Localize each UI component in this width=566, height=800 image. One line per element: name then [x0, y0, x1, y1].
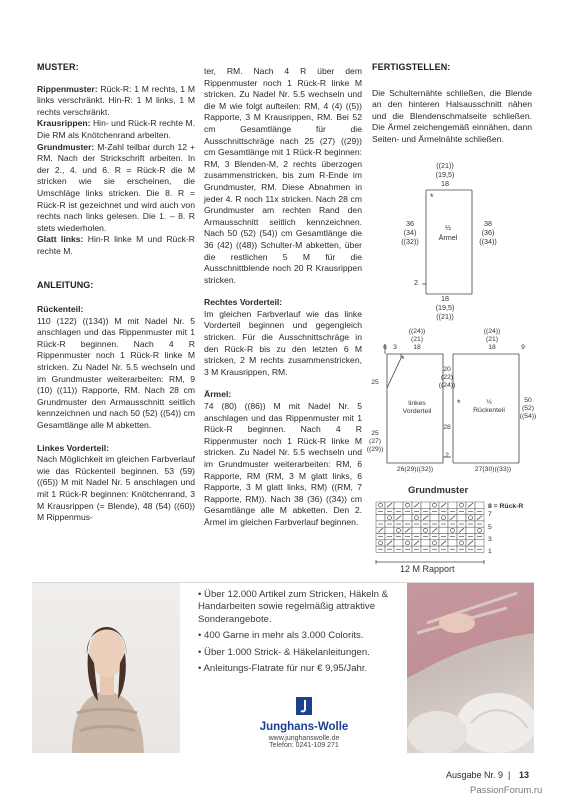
- brand-name: Junghans-Wolle: [259, 721, 349, 733]
- brand-url[interactable]: www.junghanswolle.de: [268, 735, 340, 742]
- rechtes-vorderteil-text: Im gleichen Farbverlauf wie das linke Vorderteil beginnen und gegengleich stricken. Für die Ausschnittschräge in den Rück-R bis zu den letzten 6 M stricken, 2 M rechts zusammenstricken, 3 M Krausrippen, RM.: [204, 308, 362, 377]
- rippenmuster-paragraph: Rippenmuster: Rück-R: 1 M rechts, 1 M links verschränkt. Hin-R: 1 M links, 1 M rechts verschränkt.: [37, 83, 195, 117]
- sleeve-top-3: 18: [441, 179, 449, 188]
- sleeve-right-2: (36): [481, 228, 495, 237]
- stitch-cell: [439, 527, 448, 533]
- stitch-grid: [376, 502, 484, 552]
- stitch-cell: [448, 540, 457, 546]
- sleeve-left-1: 36: [406, 219, 414, 228]
- front-height-2: (27): [368, 438, 382, 445]
- stitch-cell: [475, 502, 484, 508]
- grundmuster-title: Grundmuster: [408, 485, 469, 496]
- body-tick-label: 2: [445, 452, 449, 459]
- row-label: 8 = Rück-R: [488, 503, 524, 510]
- sleeve-schematic: [372, 158, 542, 328]
- stitch-cell: [385, 527, 394, 533]
- back-name: Rückenteil: [473, 407, 505, 414]
- front-star-icon: *: [401, 354, 405, 364]
- stitch-cell: [430, 515, 439, 521]
- front-bottom: 26(29)((32)): [396, 466, 434, 473]
- brand-phone: Telefon: 0241-109 271: [269, 742, 339, 749]
- sleeve-star-icon: *: [430, 192, 434, 202]
- front-top-1: ((24)): [408, 328, 426, 335]
- stitch-cell: [448, 502, 457, 508]
- rueckenteil-text: 110 (122) ((134)) M mit Nadel Nr. 5 anschlagen und das Rippenmuster mit 1 Rück-R beginnen. Nach 4 R Rippenmuster noch 1 Rück-R linke M stricken. Zu Nadel Nr. 5.5 wechseln und im Grundmuster weiterarbeiten: RM, 9 (10) ((11)) Rapporte, RM. Nach 28 cm Grundmuster den Armausschnitt seitlich kennzeichnen und nach 50 (52) ((54)) cm Gesamtlänge alle M abketten.: [37, 315, 195, 431]
- ad-item: • Anleitungs-Flatrate für nur € 9,95/Jahr.: [198, 663, 368, 675]
- row-num-7: 7: [488, 511, 492, 518]
- junghans-logo-icon: [296, 697, 312, 715]
- back-top-1: ((24)): [483, 328, 501, 335]
- sleeve-fraction: ½: [445, 223, 451, 232]
- fertigstellen-text: Die Schulternähte schließen, die Blende an den hinteren Halsausschnitt nähen und die Blendenschmalseite schließen. Die Ärmel zeichengemäß einnähen, dann Seiten- und Ärmelnähte schließen.: [372, 87, 532, 144]
- mid-height-lower: 28: [443, 424, 451, 431]
- front-height-3: ((29)): [366, 446, 384, 453]
- row-num-5: 5: [488, 524, 492, 531]
- column-middle: [204, 66, 362, 529]
- back-height-2: (52): [521, 405, 535, 412]
- rueckenteil-heading: Rückenteil:: [37, 304, 84, 315]
- stitch-cell: [421, 540, 430, 546]
- ad-item: • Über 1.000 Strick- & Häkelanleitungen.: [198, 646, 370, 658]
- linkes-vorderteil-text: Nach Möglichkeit im gleichen Farbverlauf wie das Rückenteil beginnen. 53 (59) ((65)) M mit Nadel Nr. 5 anschlagen und mit 1 Rück-R beginnen: Knötchenrand, 3 M Krausrippen (= Blende), 48 (54) ((60)) M Rippenmus-: [37, 454, 195, 523]
- mid-height-2: (22): [440, 374, 454, 381]
- footer-divider: |: [508, 770, 511, 780]
- page-number: 13: [519, 770, 530, 780]
- column-left: [37, 62, 195, 524]
- back-star-icon: *: [457, 398, 461, 408]
- front-height-upper: 25: [371, 379, 379, 386]
- model-photo: [32, 583, 180, 753]
- muster-heading: MUSTER:: [37, 62, 79, 72]
- aermel-heading: Ärmel:: [204, 389, 232, 400]
- front-small-2: 3: [393, 344, 397, 351]
- back-height-3: ((54)): [519, 413, 537, 420]
- sleeve-tick-label: 2: [414, 278, 418, 287]
- stitch-cell: [394, 502, 403, 508]
- issue-number: Ausgabe Nr. 9: [446, 770, 504, 780]
- sleeve-left-3: ((32)): [401, 237, 419, 246]
- sleeve-right-3: ((34)): [479, 237, 497, 246]
- column-right: [372, 62, 532, 146]
- front-height-1: 25: [371, 430, 379, 437]
- front-neckline: [387, 354, 401, 388]
- front-small-1: 6: [383, 344, 387, 351]
- sleeve-right-1: 38: [484, 219, 492, 228]
- stitch-cell: [394, 540, 403, 546]
- front-top-3: 18: [413, 344, 421, 351]
- stitch-cell: [403, 515, 412, 521]
- linkes-vorderteil-continued: ter, RM. Nach 4 R über dem Rippenmuster noch 1 Rück-R linke M stricken. Zu Nadel Nr. 5.5 wechseln und die M wie folgt aufteilen: RM, 4 (4) ((5)) Rapporte, 3 M Krausrippen, RM. Bei 52 cm Gesamtlänge für die Ausschnittschräge nach 25 (27) ((29)) cm Gesamtlänge mit 1 Rück-R beginnen: RM, 3 Blenden-M, 2 rechts überzogen zusammenstricken, bis zum R-Ende im Grundmuster, RM. Diese Abnahmen in jeder 4. R noch 11x stricken. Nach 28 cm Grundmuster am rechten Rand den Armausschnitt seitlich kennzeichnen. Nach 50 (52) (54)) cm Gesamtlänge die 36 (42) ((48)) Schulter-M abketten, über die restlichen 5 M für die Ausschnittblende noch 20 R Krausrippen stricken.: [204, 66, 362, 285]
- front-top-2: (21): [410, 336, 424, 343]
- back-bottom: 27(30)((33)): [474, 466, 512, 473]
- ad-item: • 400 Garne in mehr als 3.000 Colorits.: [198, 630, 364, 642]
- sleeve-name: Ärmel: [438, 233, 458, 242]
- grundmuster-paragraph: Grundmuster: M-Zahl teilbar durch 12 + RM. Nach der Strickschrift arbeiten. In der 2., 4. und 6. R = Rück-R die M stricken wie sie erscheinen, die Umschläge links stricken. Die 8. R = Rück-R ist gezeichnet und wird auch von rechts nach links gelesen. Die 1. – 8. R stets wiederholen.: [37, 141, 195, 233]
- yarn-photo: [407, 583, 534, 753]
- back-top-3: 18: [488, 344, 496, 351]
- row-num-3: 3: [488, 536, 492, 543]
- ad-benefits-list: [198, 589, 408, 679]
- anleitung-heading: ANLEITUNG:: [37, 279, 94, 290]
- back-fraction: ½: [486, 399, 492, 406]
- mid-height-1: 20: [443, 366, 451, 373]
- linkes-vorderteil-heading: Linkes Vorderteil:: [37, 442, 109, 453]
- back-small: 9: [521, 344, 525, 351]
- junghans-advertisement: [32, 582, 534, 753]
- stitch-cell: [421, 502, 430, 508]
- stitch-cell: [475, 540, 484, 546]
- rapport-label: 12 M Rapport: [400, 564, 455, 574]
- rechtes-vorderteil-heading: Rechtes Vorderteil:: [204, 297, 283, 308]
- back-height-1: 50: [524, 397, 532, 404]
- sleeve-left-2: (34): [403, 228, 417, 237]
- back-top-2: (21): [485, 336, 499, 343]
- krausrippen-paragraph: Krausrippen: Hin- und Rück-R rechte M. Die RM als Knötchenrand arbeiten.: [37, 118, 195, 140]
- glatt-links-paragraph: Glatt links: Hin-R linke M und Rück-R rechte M.: [37, 234, 195, 256]
- sleeve-top-2: (19,5): [435, 170, 455, 179]
- sleeve-bottom-1: 18: [441, 294, 449, 303]
- ad-item: • Über 12.000 Artikel zum Stricken, Häkeln & Handarbeiten sowie regelmäßig attraktive Sonderangebote.: [198, 589, 388, 625]
- fertigstellen-heading: FERTIGSTELLEN:: [372, 62, 451, 72]
- stitch-cell: [457, 515, 466, 521]
- watermark-text: PassionForum.ru: [470, 785, 543, 796]
- sleeve-top-1: ((21)): [436, 161, 454, 170]
- stitch-cell: [412, 527, 421, 533]
- stitch-cell: [376, 515, 385, 521]
- body-schematic: [365, 326, 540, 478]
- sleeve-bottom-2: (19,5): [435, 303, 455, 312]
- sleeve-bottom-3: ((21)): [436, 312, 454, 321]
- row-num-1: 1: [488, 548, 492, 555]
- front-name-2: Vorderteil: [402, 408, 432, 415]
- front-name-1: linkes: [408, 400, 426, 407]
- grundmuster-chart: [372, 482, 542, 574]
- junghans-logo[interactable]: [244, 697, 364, 749]
- aermel-text: 74 (80) ((86)) M mit Nadel Nr. 5 anschlagen und das Rippenmuster mit 1 Rück-R beginnen. Nach 4 R Rippenmuster noch 1 Rück-R linke M stricken. Zu Nadel Nr. 5.5 wechseln und im Grundmuster weiterarbeiten: RM, 6 Rapporte, RM (RM, 3 M glatt links, 6 Rapporte, 3 M glatt links, RM) ((RM, 7 Rapporte, RM)). Nach 38 (36) ((34)) cm Gesamtlänge alle M abketten. Den 2. Ärmel im gleichen Farbverlauf beginnen.: [204, 401, 362, 527]
- mid-height-3: ((24)): [438, 382, 456, 389]
- stitch-cell: [466, 527, 475, 533]
